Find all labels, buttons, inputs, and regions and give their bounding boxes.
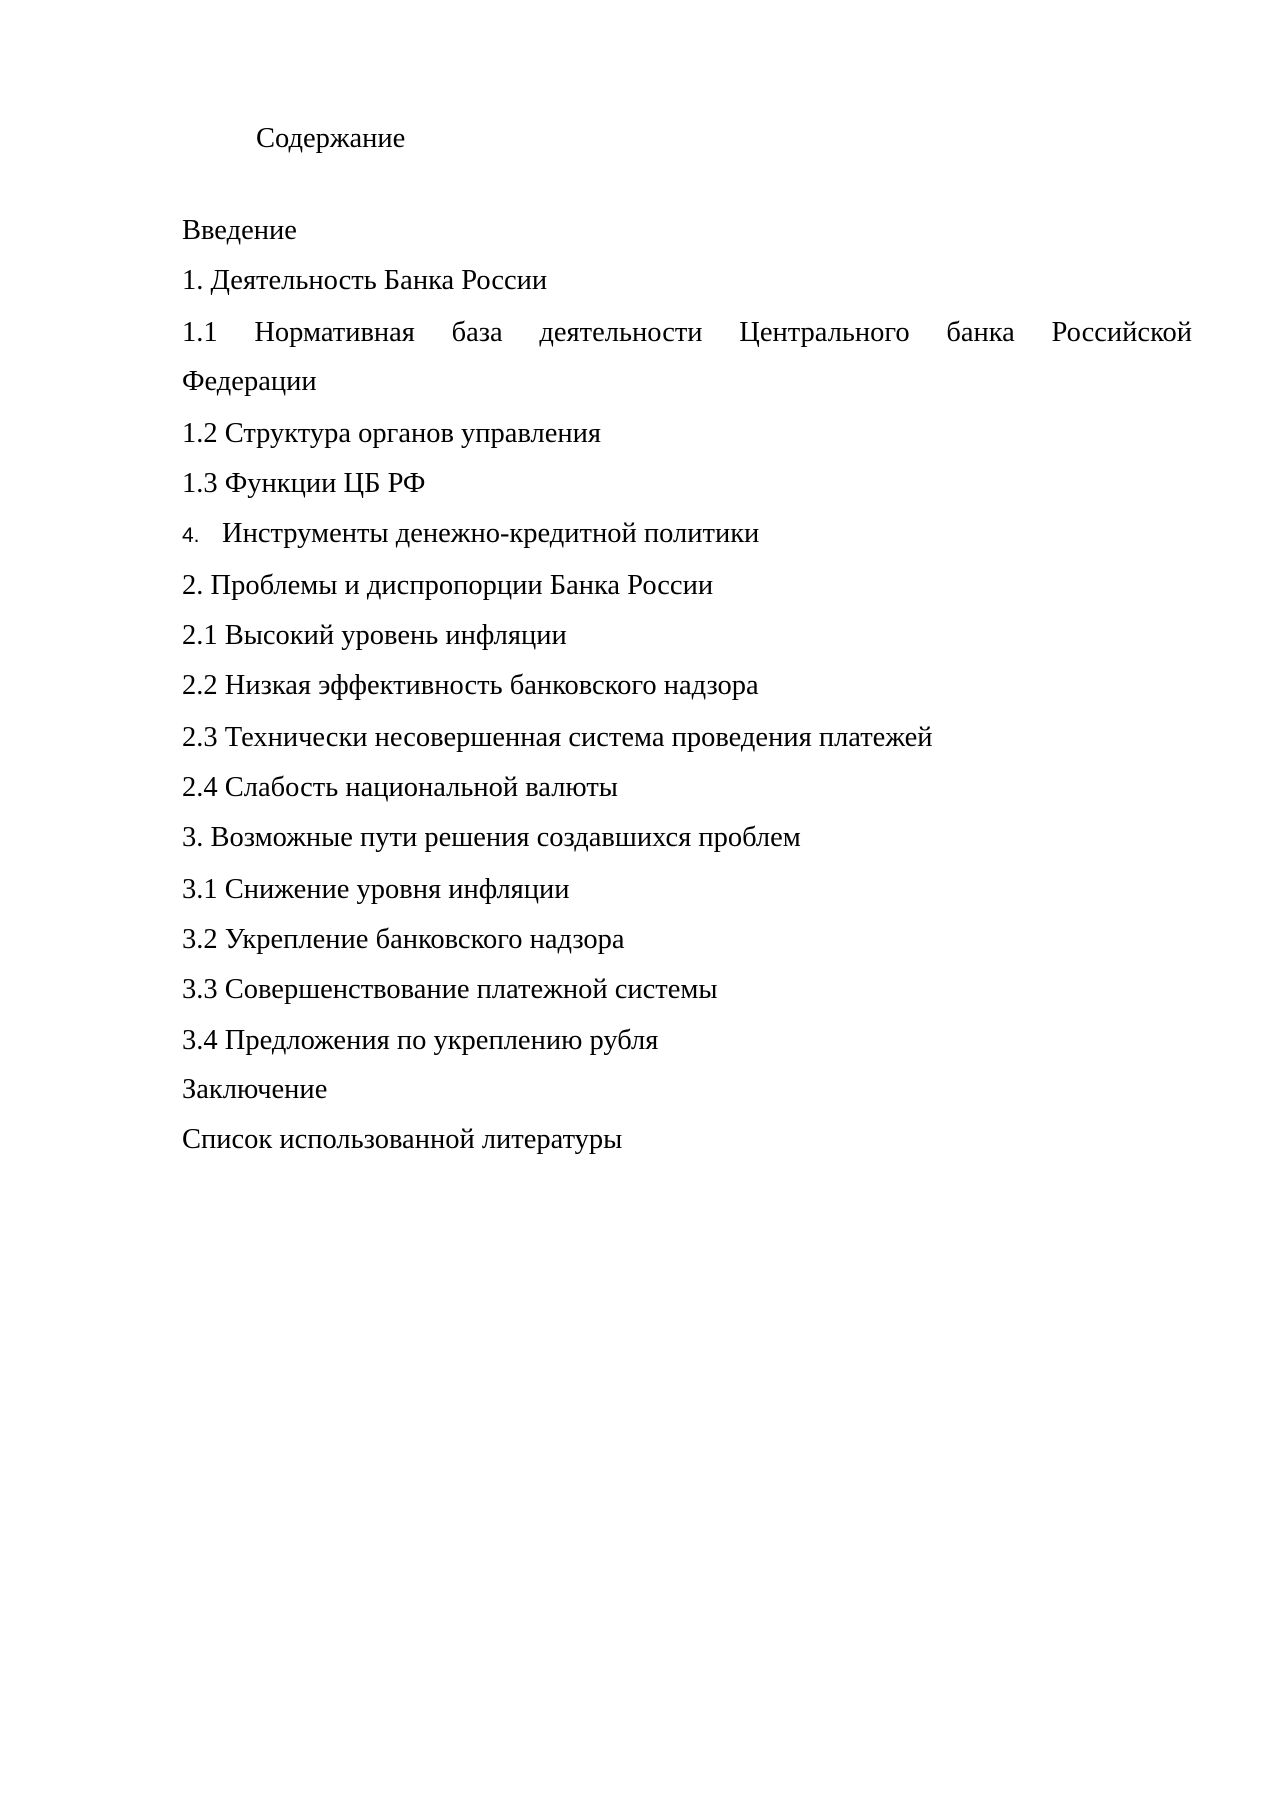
toc-entry-label: Инструменты денежно-кредитной политики — [222, 518, 760, 549]
toc-entry-2-2: 2.2 Низкая эффективность банковского надзора — [182, 670, 759, 701]
toc-entry-2-3: 2.3 Технически несовершенная система проведения платежей — [182, 722, 933, 753]
toc-entry-bibliography: Список использованной литературы — [182, 1124, 623, 1155]
toc-entry-1-4 — [182, 514, 759, 556]
toc-entry-1-3: 1.3 Функции ЦБ РФ — [182, 468, 426, 499]
toc-entry-1-2: 1.2 Структура органов управления — [182, 418, 602, 449]
toc-entry-1-1-continuation: Федерации — [182, 366, 317, 397]
toc-entry-3-3: 3.3 Совершенствование платежной системы — [182, 974, 718, 1005]
toc-entry-2-1: 2.1 Высокий уровень инфляции — [182, 620, 567, 651]
toc-entry-introduction: Введение — [182, 215, 297, 246]
toc-entry-2-4: 2.4 Слабость национальной валюты — [182, 772, 618, 803]
toc-entry-conclusion: Заключение — [182, 1074, 328, 1105]
toc-entry-number: 4. — [182, 524, 200, 547]
toc-entry-3: 3. Возможные пути решения создавшихся проблем — [182, 822, 801, 853]
toc-title: Содержание — [256, 123, 406, 154]
toc-entry-1: 1. Деятельность Банка России — [182, 265, 548, 296]
toc-entry-3-4: 3.4 Предложения по укреплению рубля — [182, 1025, 659, 1056]
toc-entry-2: 2. Проблемы и диспропорции Банка России — [182, 570, 714, 601]
toc-entry-3-1: 3.1 Снижение уровня инфляции — [182, 874, 570, 905]
toc-entry-3-2: 3.2 Укрепление банковского надзора — [182, 924, 625, 955]
toc-entry-1-1: 1.1 Нормативная база деятельности Центрального банка Российской — [182, 317, 1192, 348]
